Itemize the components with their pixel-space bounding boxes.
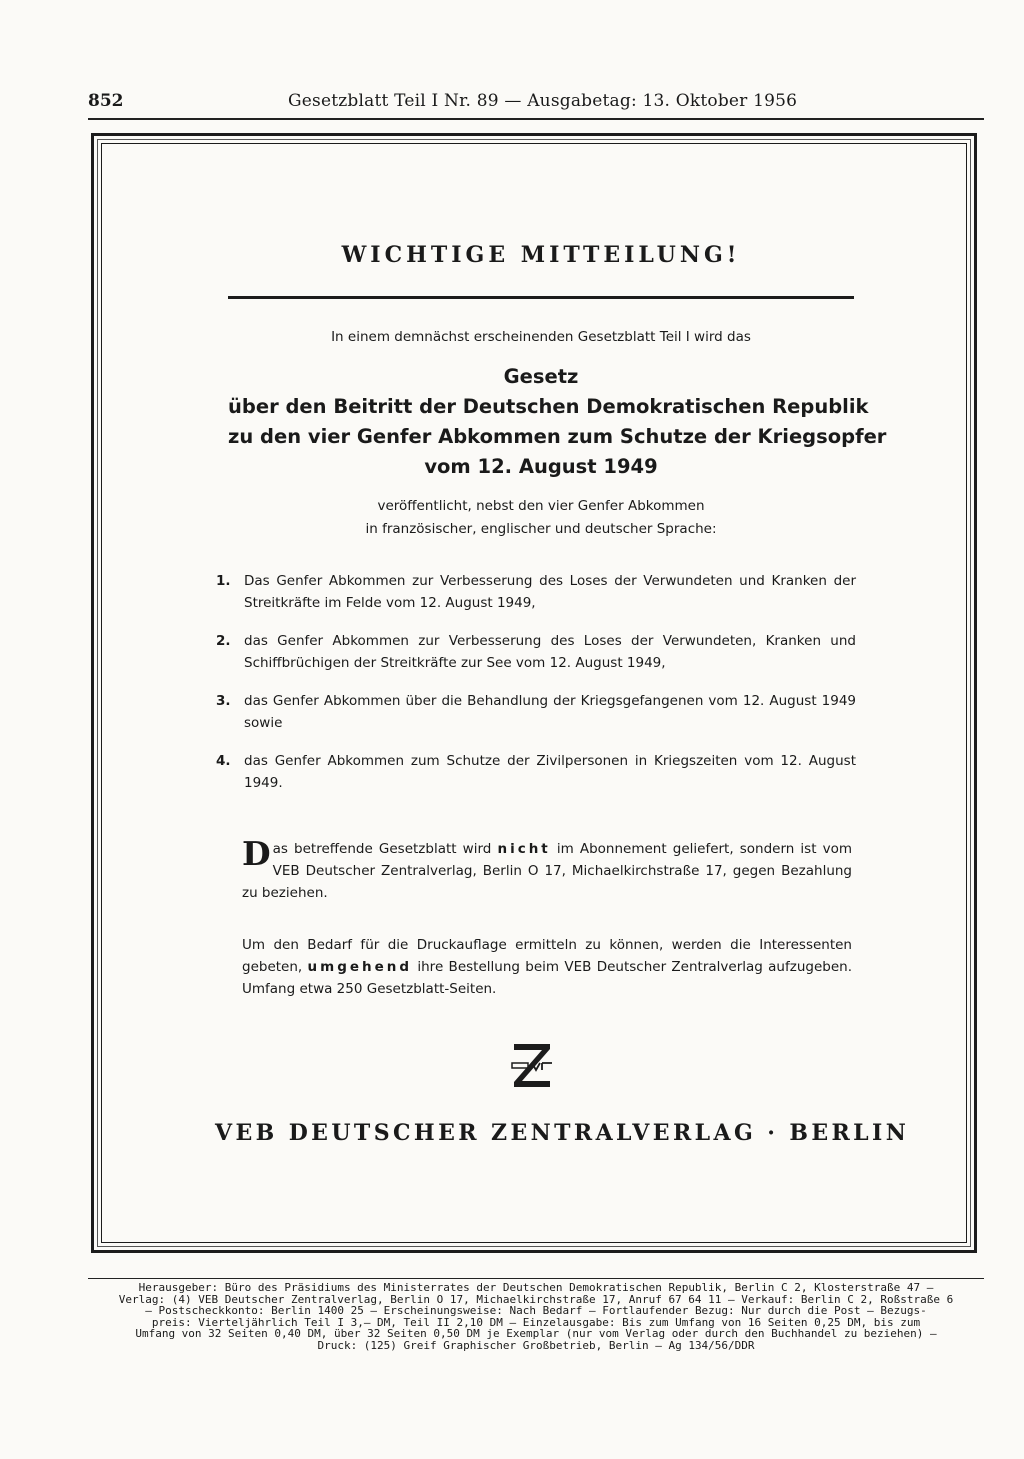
footer-line: Umfang von 32 Seiten 0,40 DM, über 32 Seiten 0,50 DM je Exemplar (nur vom Verlag oder durch den Buchhandel zu beziehen) —	[135, 1327, 937, 1340]
list-item	[216, 690, 856, 734]
paragraph-text: ihre Bestellung beim VEB Deutscher Zentralverlag aufzugeben. Umfang etwa 250 Gesetzblatt-Seiten.	[242, 959, 852, 997]
list-item	[216, 750, 856, 794]
veb-zentralverlag-logo-icon	[508, 1040, 556, 1092]
publisher-imprint: VEB DEUTSCHER ZENTRALVERLAG · BERLIN	[215, 1120, 910, 1146]
notice-heading: WICHTIGE MITTEILUNG!	[341, 242, 741, 268]
list-item-number: 3.	[216, 693, 231, 709]
emphasis-text: nicht	[497, 841, 551, 857]
list-item-number: 4.	[216, 753, 231, 769]
publication-line: veröffentlicht, nebst den vier Genfer Abkommen	[377, 498, 705, 514]
convention-list	[216, 570, 856, 810]
footer-line: — Postscheckkonto: Berlin 1400 25 — Erscheinungsweise: Nach Bedarf — Fortlaufender Bezug: Nur durch die Post — Bezugs-	[145, 1304, 927, 1317]
law-title	[228, 362, 887, 482]
law-title-line: zu den vier Genfer Abkommen zum Schutze der Kriegsopfer	[228, 425, 887, 448]
publication-line: in französischer, englischer und deutscher Sprache:	[365, 521, 717, 537]
list-item-number: 2.	[216, 633, 231, 649]
list-item-text: das Genfer Abkommen über die Behandlung der Kriegsgefangenen vom 12. August 1949 sowie	[244, 693, 856, 731]
law-title-line: vom 12. August 1949	[424, 455, 658, 478]
drop-cap: D	[242, 834, 271, 873]
running-title: Gesetzblatt Teil I Nr. 89 — Ausgabetag: 13. Oktober 1956	[288, 91, 798, 111]
footer-line: Herausgeber: Büro des Präsidiums des Ministerrates der Deutschen Demokratischen Republik, Berlin C 2, Klosterstraße 47 —	[138, 1281, 934, 1294]
list-item	[216, 630, 856, 674]
paragraph-text: as betreffende Gesetzblatt wird	[272, 841, 498, 857]
page-footer	[88, 1278, 984, 1351]
list-item-number: 1.	[216, 573, 231, 589]
page-header	[88, 88, 984, 120]
order-paragraph	[242, 934, 852, 1000]
paragraph-text: im Abonnement geliefert, sondern ist vom VEB Deutscher Zentralverlag, Berlin O 17, Michaelkirchstraße 17, gegen Bezahlung zu beziehen.	[242, 841, 853, 901]
intro-text: In einem demnächst erscheinenden Gesetzblatt Teil I wird das	[331, 329, 751, 345]
footer-line: Druck: (125) Greif Graphischer Großbetrieb, Berlin — Ag 134/56/DDR	[317, 1338, 755, 1352]
paragraph-text: Um den Bedarf für die Druckauflage ermitteln zu können, werden die Interessenten gebeten,	[242, 937, 852, 975]
list-item-text: das Genfer Abkommen zum Schutze der Zivilpersonen in Kriegszeiten vom 12. August 1949.	[244, 753, 856, 791]
footer-line: Verlag: (4) VEB Deutscher Zentralverlag, Berlin O 17, Michaelkirchstraße 17, Anruf 67 64 11 — Verkauf: Berlin C 2, Roßstraße 6	[118, 1292, 954, 1306]
footer-line: preis: Vierteljährlich Teil I 3,— DM, Teil II 2,10 DM — Einzelausgabe: Bis zum Umfang von 16 Seiten 0,25 DM, bis zum	[151, 1315, 921, 1329]
delivery-paragraph	[242, 834, 853, 904]
law-title-line: Gesetz	[503, 365, 579, 388]
list-item-text: Das Genfer Abkommen zur Verbesserung des Loses der Verwundeten und Kranken der Streitkräfte im Felde vom 12. August 1949,	[244, 573, 856, 611]
page-number: 852	[88, 91, 124, 111]
law-title-line: über den Beitritt der Deutschen Demokratischen Republik	[228, 395, 869, 418]
emphasis-text: umgehend	[307, 959, 413, 975]
publication-note	[228, 495, 854, 541]
list-item	[216, 570, 856, 614]
heading-divider	[228, 296, 854, 299]
list-item-text: das Genfer Abkommen zur Verbesserung des Loses der Verwundeten, Kranken und Schiffbrüchigen der Streitkräfte zur See vom 12. August 1949,	[244, 633, 856, 671]
